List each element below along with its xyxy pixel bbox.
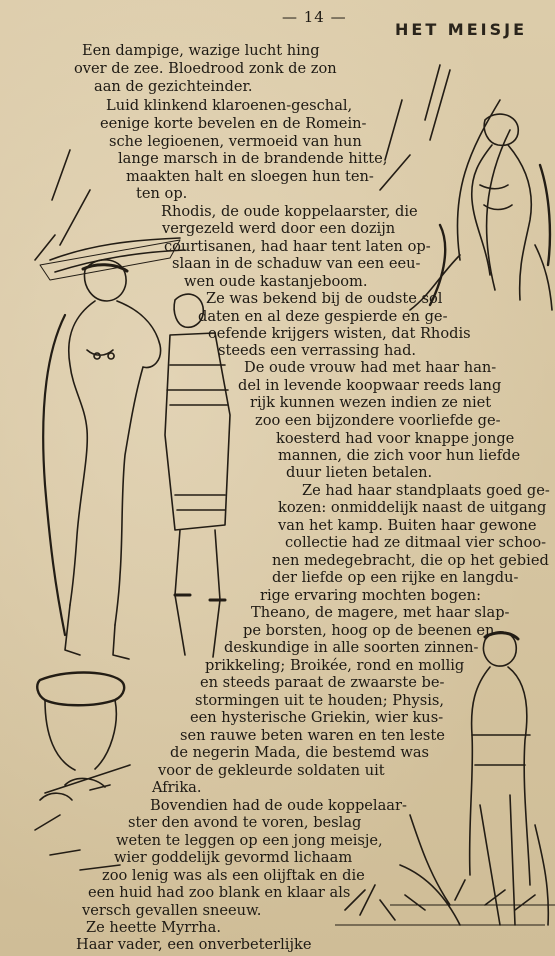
woman-figure-top-right-illustration [400,105,555,315]
text-line: een hysterische Griekin, wier kus- [190,709,444,726]
text-line: Ze had haar standplaats goed ge- [302,482,550,499]
text-line: Theano, de magere, met haar slap- [251,604,510,621]
text-line: De oude vrouw had met haar han- [244,359,497,376]
text-line: nen medegebracht, die op het gebied [272,552,549,569]
text-line: wen oude kastanjeboom. [184,273,368,290]
text-line: eenige korte bevelen en de Romein- [100,115,367,132]
text-line: del in levende koopwaar reeds lang [238,377,502,394]
text-line: steeds een verrassing had. [218,342,417,359]
text-line: sen rauwe beten waren en ten leste [180,727,445,744]
text-line: weten te leggen op een jong meisje, [116,832,383,849]
text-line: kozen: onmiddelijk naast de uitgang [278,499,547,516]
text-line: Bovendien had de oude koppelaar- [150,797,407,814]
text-line: koesterd had voor knappe jonge [276,430,515,447]
text-line: Ze heette Myrrha. [86,919,221,936]
text-line: pe borsten, hoog op de beenen en [243,622,495,639]
text-line: rijk kunnen wezen indien ze niet [250,394,492,411]
text-line: wier goddelijk gevormd lichaam [114,849,353,866]
text-line: oefende krijgers wisten, dat Rhodis [208,325,471,342]
text-line: Ze was bekend bij de oudste sol [206,290,443,307]
text-line: versch gevallen sneeuw. [82,902,262,919]
text-line: duur lieten betalen. [286,464,433,481]
text-line: en steeds paraat de zwaarste be- [200,674,445,691]
text-line: Rhodis, de oude koppelaarster, die [161,203,418,220]
text-line: voor de gekleurde soldaten uit [158,762,385,779]
text-line: zoo lenig was als een olijftak en die [102,867,365,884]
text-line: slaan in de schaduw van een eeu- [172,255,421,272]
text-line: vergezeld werd door een dozijn [162,220,396,237]
text-line: mannen, die zich voor hun liefde [278,447,521,464]
text-line: courtisanen, had haar tent laten op- [164,238,431,255]
text-line: prikkeling; Broikée, rond en mollig [205,657,465,674]
page-number: — 14 — [282,8,347,26]
text-line: Een dampige, wazige lucht hing [82,42,320,59]
text-line: over de zee. Bloedrood zonk de zon [74,60,337,77]
text-line: lange marsch in de brandende hitte, [118,150,388,167]
text-line: Haar vader, een onverbeterlijke [76,936,312,953]
text-line: Luid klinkend klaroenen-geschal, [106,97,353,114]
text-line: ster den avond te voren, beslag [128,814,362,831]
text-line: zoo een bijzondere voorliefde ge- [255,412,501,429]
running-title: HET MEISJE [395,20,528,39]
text-line: de negerin Mada, die bestemd was [170,744,430,761]
text-line: maakten halt en sloegen hun ten- [126,168,374,185]
text-line: rige ervaring mochten bogen: [260,587,482,604]
text-line: der liefde op een rijke en langdu- [272,569,519,586]
text-line: collectie had ze ditmaal vier schoo- [285,534,547,551]
text-line: Afrika. [152,779,202,796]
text-line: daten en al deze gespierde en ge- [198,308,448,325]
text-line: deskundige in alle soorten zinnen- [224,639,479,656]
plant-bottom-illustration [335,870,545,940]
text-line: van het kamp. Buiten haar gewone [278,517,537,534]
text-line: aan de gezichteinder. [94,78,253,95]
text-line: sche legioenen, vermoeid van hun [109,133,362,150]
text-line: een huid had zoo blank en klaar als [88,884,351,901]
text-line: ten op. [136,185,188,202]
text-line: stormingen uit te houden; Physis, [195,692,445,709]
